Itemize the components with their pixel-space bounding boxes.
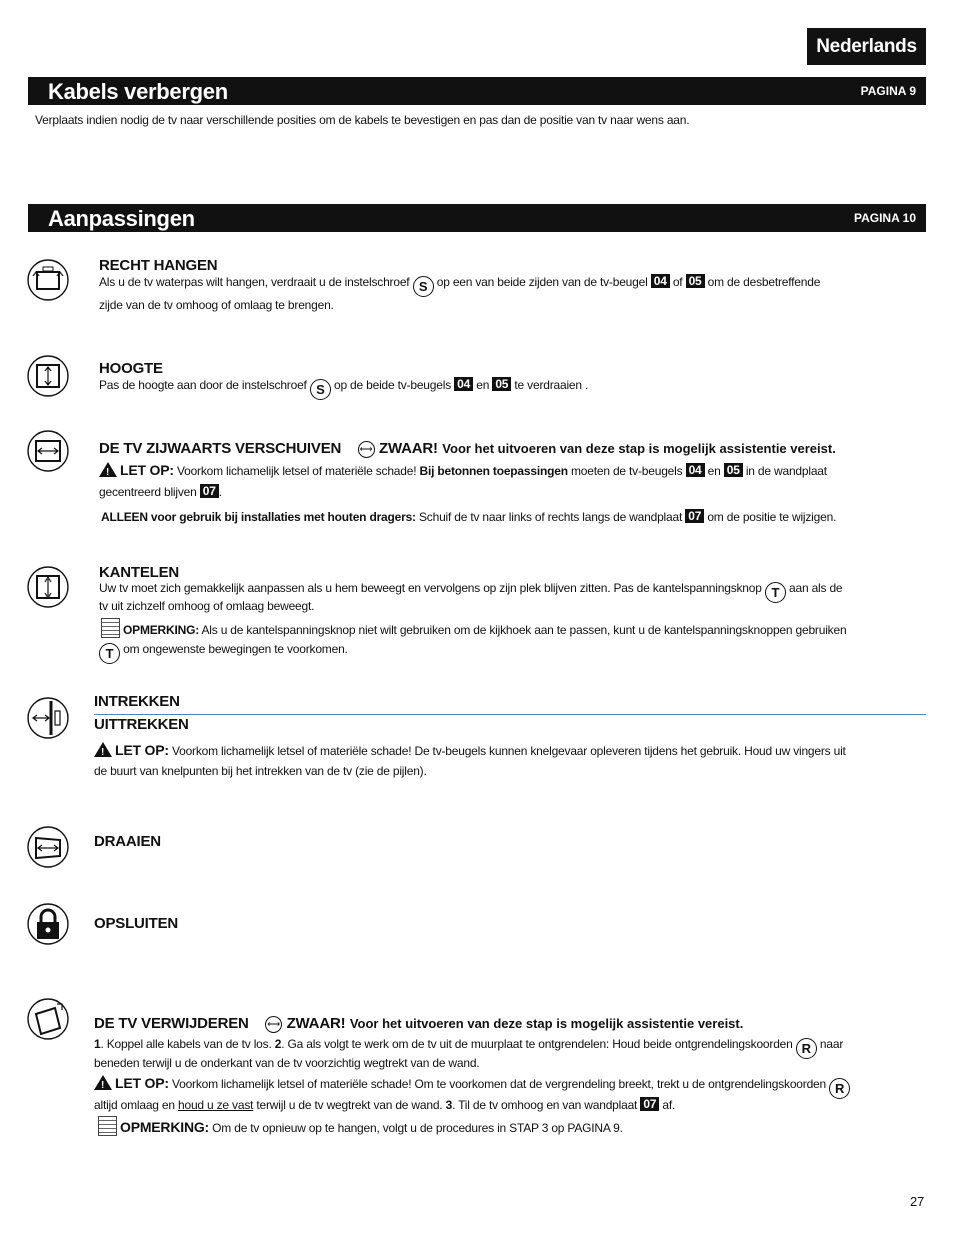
text: ALLEEN voor gebruik bij installaties met houten dragers:	[101, 510, 416, 524]
cord-r-icon: R	[829, 1078, 850, 1099]
verwijderen-text-2: beneden terwijl u de onderkant van de tv voorzichtig wegtrekt van de wand.	[94, 1056, 480, 1070]
text: en	[707, 464, 721, 478]
text: Bij betonnen toepassingen	[419, 464, 568, 478]
rotate-icon	[27, 826, 69, 868]
opmerking-label: OPMERKING:	[120, 1119, 210, 1135]
extend-icon	[27, 697, 69, 739]
part-tag: 05	[724, 463, 743, 477]
step-number: 1	[94, 1037, 101, 1051]
let-op-label: LET OP:	[115, 1075, 169, 1091]
part-tag: 07	[200, 484, 219, 498]
text: moeten de tv-beugels	[571, 464, 683, 478]
section-bar-kabels	[28, 77, 926, 105]
knob-t-icon: T	[99, 643, 120, 664]
intrekken-warning	[94, 742, 846, 760]
recht-text-2: zijde van de tv omhoog of omlaag te brengen.	[99, 298, 334, 312]
text: Voorkom lichamelijk letsel of materiële schade!	[176, 464, 417, 478]
part-tag: 07	[640, 1097, 659, 1111]
text: . Til de tv omhoog en van wandplaat	[452, 1098, 638, 1112]
part-tag: 04	[454, 377, 473, 391]
note-icon	[98, 1116, 117, 1136]
zwaar-text: Voor het uitvoeren van deze stap is mogelijk assistentie vereist.	[349, 1016, 744, 1031]
opsluiten-heading: OPSLUITEN	[94, 915, 179, 932]
page-ref: PAGINA 10	[853, 211, 916, 225]
part-tag: 05	[492, 377, 511, 391]
text: altijd omlaag en	[94, 1098, 175, 1112]
text: houd u ze vast	[178, 1098, 254, 1112]
text: te verdraaien .	[514, 378, 589, 392]
uittrekken-heading: UITTREKKEN	[94, 716, 189, 733]
intrekken-text-2: de buurt van knelpunten bij het intrekken van de tv (zie de pijlen).	[94, 764, 427, 778]
shift-icon	[27, 430, 69, 472]
text: Voorkom lichamelijk letsel of materiële schade! De tv-beugels kunnen knelgevaar opleveren tijdens het gebruik. Houd uw vingers uit	[171, 744, 846, 758]
text: en	[476, 378, 490, 392]
zwaar-text: Voor het uitvoeren van deze stap is mogelijk assistentie vereist.	[442, 441, 836, 456]
page-ref: PAGINA 9	[860, 84, 916, 98]
heavy-icon: ⟷	[358, 441, 375, 458]
remove-icon	[27, 998, 69, 1040]
text: om ongewenste bewegingen te voorkomen.	[123, 642, 348, 656]
text: om de desbetreffende	[707, 275, 821, 289]
zijwaarts-heading: DE TV ZIJWAARTS VERSCHUIVEN	[99, 440, 342, 457]
text: . Ga als volgt te werk om de tv uit de muurplaat te ontgrendelen:	[281, 1037, 610, 1051]
text: . Koppel alle kabels van de tv los.	[100, 1037, 272, 1051]
kantelen-note	[101, 618, 846, 639]
text: Als u de kantelspanningsknop niet wilt gebruiken om de kijkhoek aan te passen, kunt u de kantelspanningsknoppen gebruiken	[201, 623, 847, 637]
draaien-heading: DRAAIEN	[94, 833, 161, 850]
text: naar	[819, 1037, 844, 1051]
text: gecentreerd blijven	[99, 485, 197, 499]
section-bar-aanpassingen	[28, 204, 926, 232]
text: terwijl u de tv wegtrekt van de wand.	[256, 1098, 443, 1112]
text: Om de tv opnieuw op te hangen, volgt u de procedures in STAP 3 op PAGINA 9.	[212, 1121, 623, 1135]
kantelen-text-2: tv uit zichzelf omhoog of omlaag beweegt.	[99, 599, 315, 613]
let-op-label: LET OP:	[120, 462, 174, 478]
warning-icon	[99, 462, 117, 477]
text: Houd beide ontgrendelingskoorden	[612, 1037, 793, 1051]
heavy-icon: ⟷	[265, 1016, 282, 1033]
section-title: Kabels verbergen	[48, 79, 228, 104]
text: Pas de hoogte aan door de instelschroef	[99, 378, 307, 392]
zijwaarts-heading-row	[99, 440, 836, 458]
kabels-text: Verplaats indien nodig de tv naar verschillende posities om de kabels te bevestigen en pas dan de positie van tv naar wens aan.	[35, 113, 690, 127]
hoogte-text	[99, 377, 588, 400]
language-label: Nederlands	[807, 28, 926, 65]
tilt-icon	[27, 566, 69, 608]
kantelen-note-2	[99, 641, 348, 664]
zijwaarts-warning	[99, 462, 827, 480]
screw-s-icon: S	[413, 276, 434, 297]
text: Schuif de tv naar links of rechts langs de wandplaat	[419, 510, 683, 524]
divider	[94, 714, 926, 715]
text: op een van beide zijden van de tv-beugel	[436, 275, 648, 289]
recht-text	[99, 274, 919, 297]
text: af.	[662, 1098, 676, 1112]
section-title: Aanpassingen	[48, 206, 195, 231]
height-icon	[27, 355, 69, 397]
text: .	[218, 485, 222, 499]
hoogte-heading: HOOGTE	[99, 360, 163, 377]
kantelen-heading: KANTELEN	[99, 564, 180, 581]
let-op-label: LET OP:	[115, 742, 169, 758]
warning-icon	[94, 1075, 112, 1090]
text: Uw tv moet zich gemakkelijk aanpassen als u hem beweegt en vervolgens op zijn plek blijven zitten. Pas de kantelspanningsknop	[99, 581, 762, 595]
screw-s-icon: S	[310, 379, 331, 400]
verwijderen-note	[98, 1116, 623, 1137]
recht-heading: RECHT HANGEN	[99, 257, 218, 274]
level-icon	[27, 259, 69, 301]
zwaar-label: ZWAAR!	[379, 440, 438, 457]
step-number: 2	[274, 1037, 282, 1051]
part-tag: 05	[686, 274, 705, 288]
zijwaarts-text-2	[99, 484, 222, 501]
part-tag: 07	[685, 509, 704, 523]
text: of	[672, 275, 683, 289]
verwijderen-heading: DE TV VERWIJDEREN	[94, 1015, 249, 1032]
note-icon	[101, 618, 120, 638]
text: in de wandplaat	[745, 464, 827, 478]
cord-r-icon: R	[796, 1038, 817, 1059]
zwaar-label: ZWAAR!	[286, 1015, 346, 1032]
part-tag: 04	[651, 274, 670, 288]
verwijderen-text-3	[94, 1097, 675, 1114]
text: Voorkom lichamelijk letsel of materiële schade! Om te voorkomen dat de vergrendeling breekt, trekt u de ontgrendelingskoorden	[171, 1077, 827, 1091]
text: om de positie te wijzigen.	[707, 510, 837, 524]
knob-t-icon: T	[765, 582, 786, 603]
verwijderen-warning	[94, 1075, 850, 1099]
verwijderen-heading-row	[94, 1015, 743, 1033]
intrekken-heading: INTREKKEN	[94, 693, 180, 710]
text: op de beide tv-beugels	[333, 378, 451, 392]
warning-icon	[94, 742, 112, 757]
lock-icon	[27, 903, 69, 945]
part-tag: 04	[686, 463, 705, 477]
text: aan als de	[789, 581, 843, 595]
text: Als u de tv waterpas wilt hangen, verdraait u de instelschroef	[99, 275, 410, 289]
step-number: 3	[445, 1098, 453, 1112]
page-number: 27	[910, 1194, 925, 1209]
opmerking-label: OPMERKING:	[123, 623, 200, 637]
zijwaarts-text-3	[101, 509, 836, 526]
